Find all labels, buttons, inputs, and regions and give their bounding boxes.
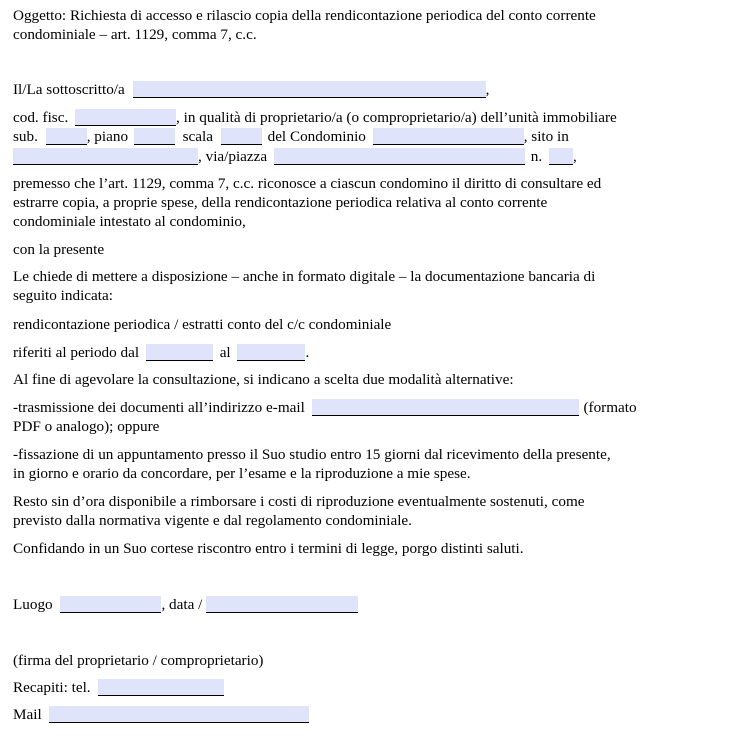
period-al-label: al [219, 344, 231, 361]
identity-row-3 [13, 147, 577, 166]
condominio-field[interactable] [373, 128, 524, 145]
declarant-row [13, 80, 489, 99]
period-to-field[interactable] [237, 344, 305, 361]
subject-line-2: condominiale – art. 1129, comma 7, c.c. [13, 26, 257, 43]
with-present: con la presente [13, 241, 105, 258]
city-field[interactable] [13, 148, 198, 165]
sito-label: , sito in [523, 128, 569, 145]
subject-line-1: Oggetto: Richiesta di accesso e rilascio copia della rendicontazione periodica del conto corrente [13, 7, 596, 24]
signature-label: (firma del proprietario / comproprietario) [13, 652, 264, 669]
identity-end: , [572, 148, 577, 165]
codfisc-field[interactable] [75, 109, 176, 126]
via-field[interactable] [274, 148, 525, 165]
declarant-comma: , [485, 81, 490, 98]
data-label: , data / [161, 596, 203, 613]
house-number-field[interactable] [549, 148, 573, 165]
period-end: . [305, 344, 310, 361]
sub-label: sub. [13, 128, 38, 145]
date-field[interactable] [206, 596, 358, 613]
option-appointment-line-1: -fissazione di un appuntamento presso il Suo studio entro 15 giorni dal ricevimento della presente, [13, 446, 611, 463]
codfisc-label: cod. fisc. [13, 109, 69, 126]
request-line-2: seguito indicata: [13, 287, 113, 304]
contact-email-field[interactable] [49, 706, 309, 723]
period-from-field[interactable] [146, 344, 213, 361]
via-label: , via/piazza [198, 148, 268, 165]
option-email-suffix: (formato [583, 399, 637, 416]
premise-line-1: premesso che l’art. 1129, comma 7, c.c. riconosce a ciascun condomino il diritto di consultare ed [13, 175, 602, 192]
declarant-name-field[interactable] [133, 81, 486, 98]
option-email-row [13, 398, 637, 417]
email-address-field[interactable] [312, 399, 579, 416]
reimburse-line-1: Resto sin d’ora disponibile a rimborsare i costi di riproduzione eventualmente sostenuti, come [13, 493, 585, 510]
condominio-label: del Condominio [267, 128, 366, 145]
scala-field[interactable] [221, 128, 262, 145]
piano-field[interactable] [134, 128, 175, 145]
mail-row [13, 705, 309, 724]
modes-intro: Al fine di agevolare la consultazione, si indicano a scelta due modalità alternative: [13, 371, 514, 388]
option-appointment-line-2: in giorno e orario da concordare, per l’esame e la riproduzione a mie spese. [13, 465, 471, 482]
phone-field[interactable] [98, 679, 224, 696]
reimburse-line-2: previsto dalla normativa vigente e dal regolamento condominiale. [13, 512, 412, 529]
scala-label: scala [182, 128, 213, 145]
statement-line: rendicontazione periodica / estratti conto del c/c condominiale [13, 316, 392, 333]
option-email-prefix: -trasmissione dei documenti all’indirizzo e-mail [13, 399, 305, 416]
tel-label: Recapiti: tel. [13, 679, 91, 696]
option-email-line-2: PDF o analogo); oppure [13, 418, 160, 435]
owner-text: , in qualità di proprietario/a (o comproprietario/a) dell’unità immobiliare [176, 109, 617, 126]
sub-field[interactable] [46, 128, 87, 145]
request-line-1: Le chiede di mettere a disposizione – anche in formato digitale – la documentazione bancaria di [13, 268, 596, 285]
n-label: n. [530, 148, 543, 165]
declarant-label: Il/La sottoscritto/a [13, 81, 125, 98]
closing-line: Confidando in un Suo cortese riscontro entro i termini di legge, porgo distinti saluti. [13, 540, 524, 557]
piano-label: , piano [86, 128, 129, 145]
identity-row-1 [13, 108, 617, 127]
mail-label: Mail [13, 706, 42, 723]
period-label: riferiti al periodo dal [13, 344, 140, 361]
tel-row [13, 678, 224, 697]
place-field[interactable] [60, 596, 161, 613]
place-date-row [13, 595, 358, 614]
premise-line-2: estrarre copia, a proprie spese, della rendicontazione periodica relativa al conto corrente [13, 194, 548, 211]
luogo-label: Luogo [13, 596, 53, 613]
period-row [13, 343, 309, 362]
premise-line-3: condominiale intestato al condominio, [13, 213, 246, 230]
identity-row-2 [13, 127, 569, 146]
